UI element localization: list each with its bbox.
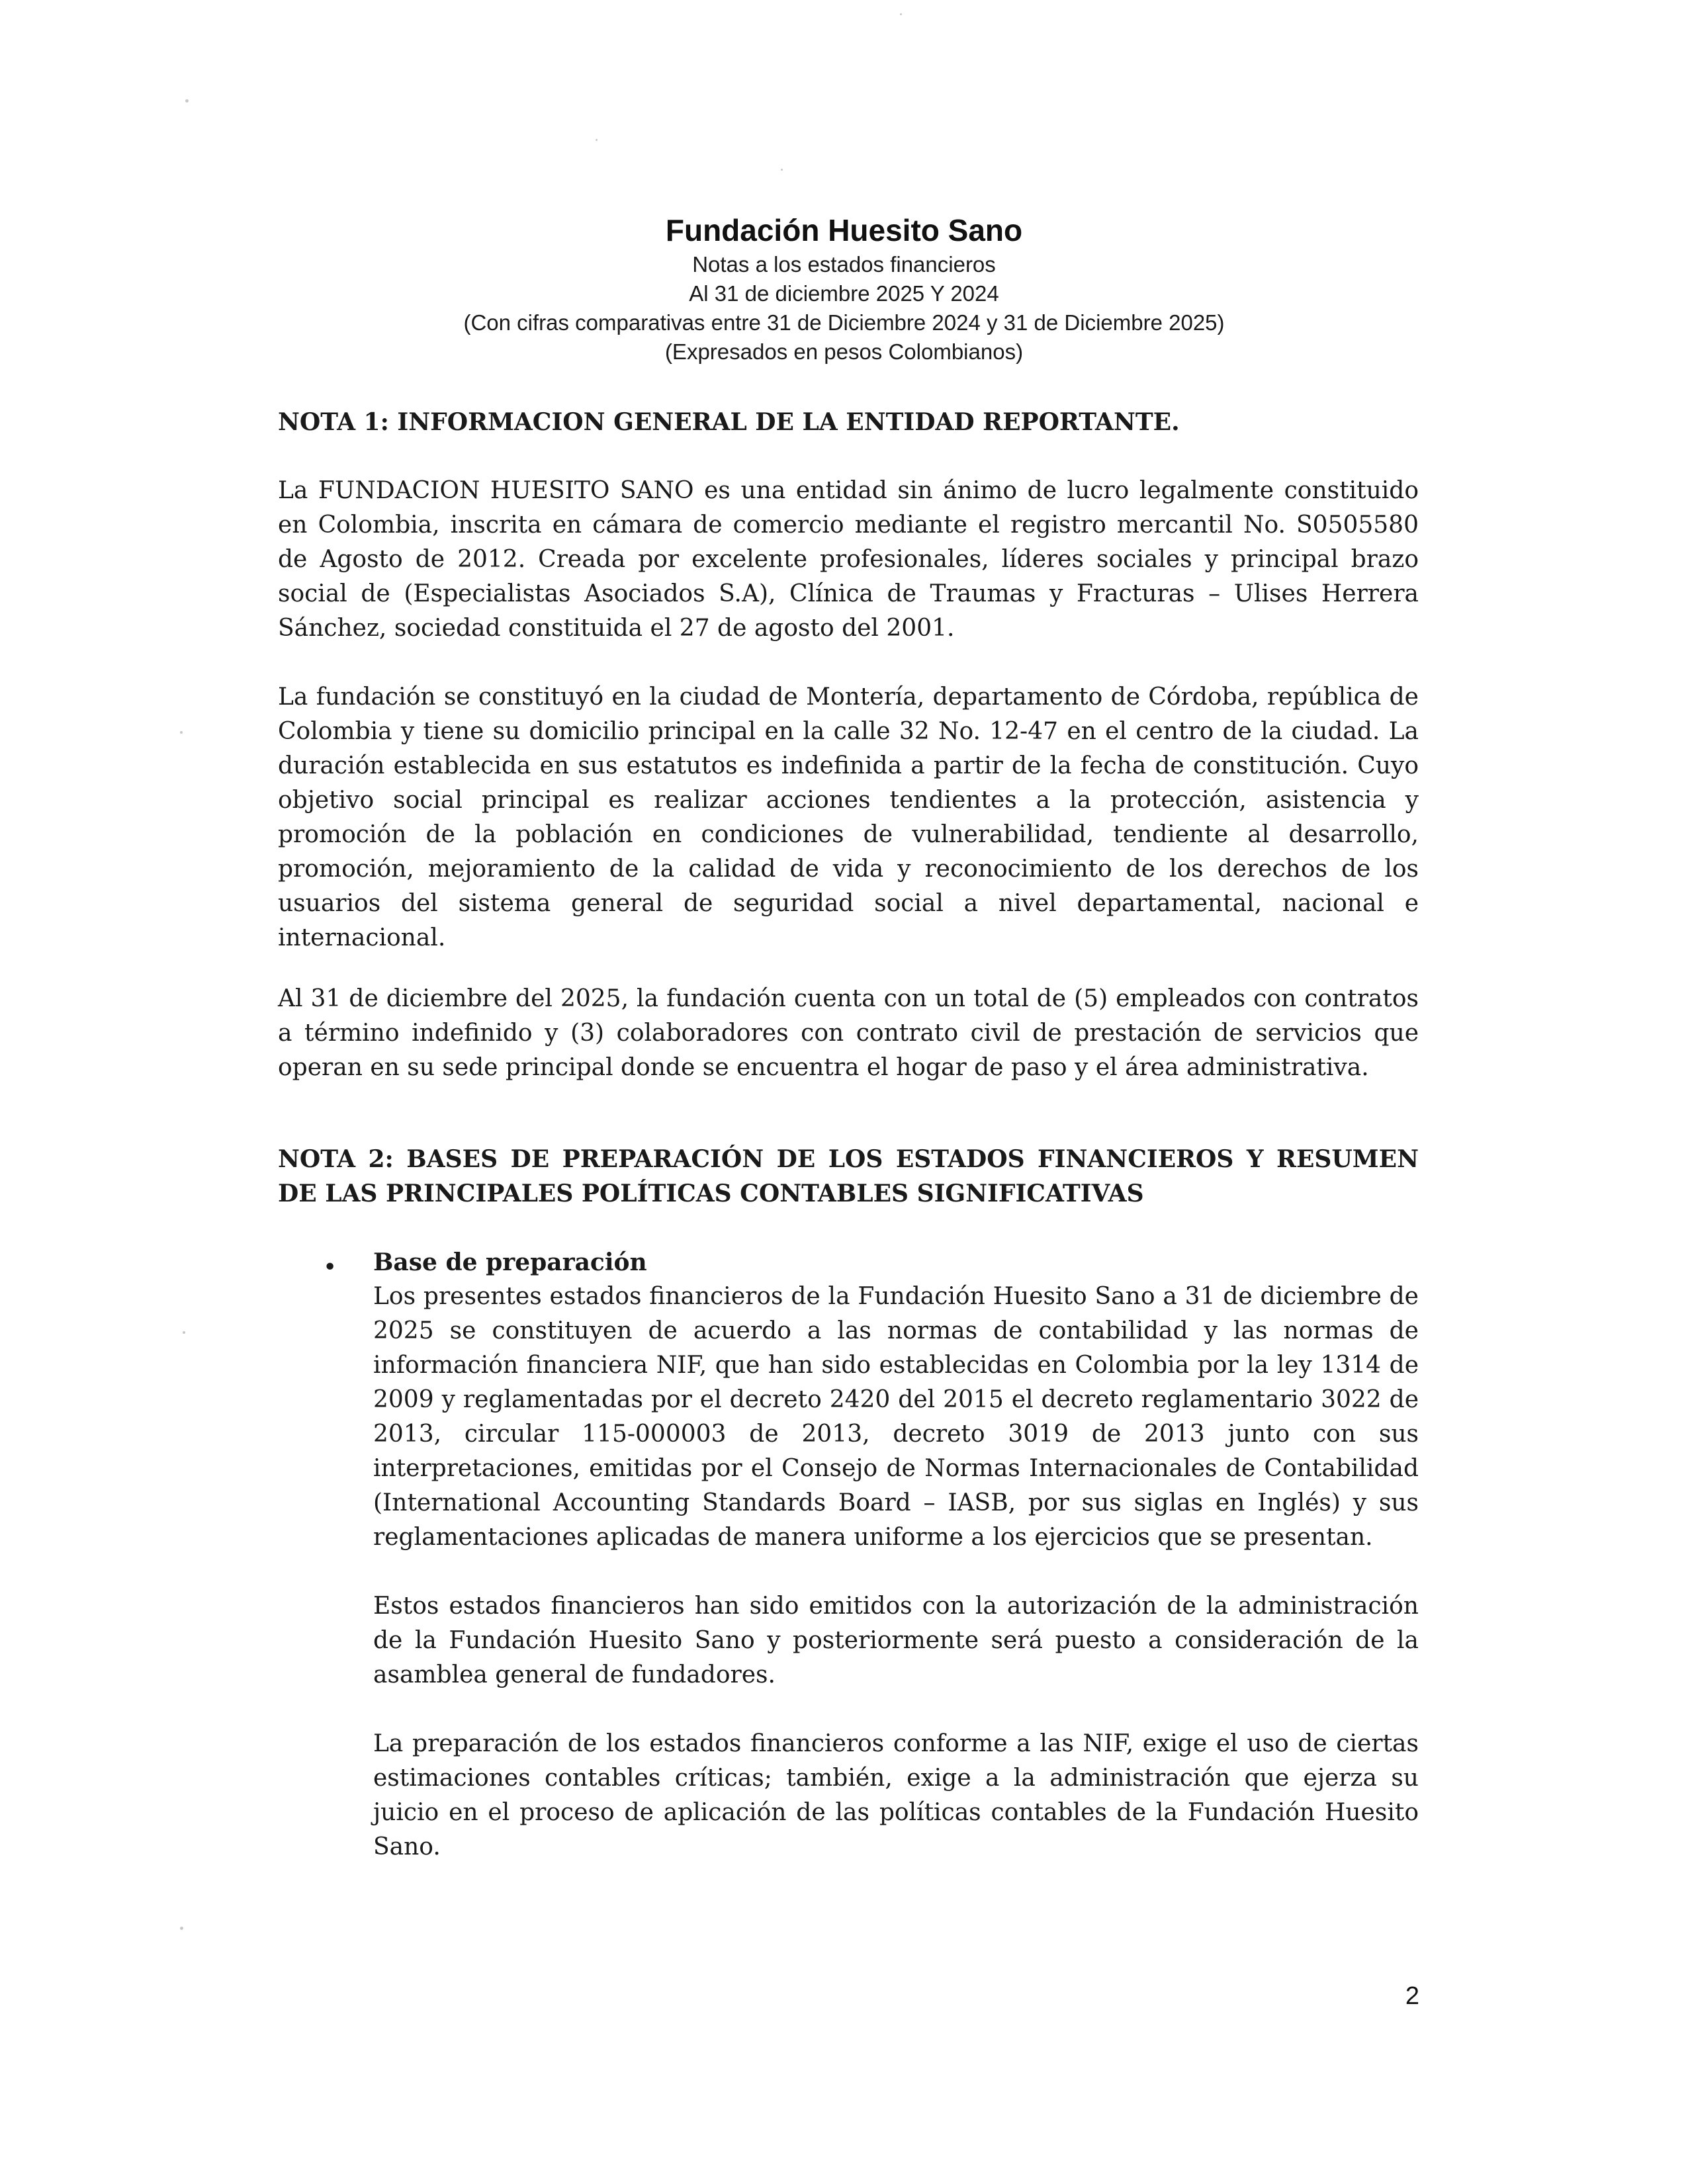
bullet-icon: • bbox=[323, 1254, 337, 1281]
bullet-section-base-preparacion bbox=[278, 1245, 1419, 1864]
nota1-heading: NOTA 1: INFORMACION GENERAL DE LA ENTIDAD REPORTANTE. bbox=[278, 408, 1180, 436]
document-body bbox=[278, 405, 1419, 1864]
nota1-paragraph-1: La FUNDACION HUESITO SANO es una entidad sin ánimo de lucro legalmente constituido en Colombia, inscrita en cámara de comercio mediante el registro mercantil No. S0505580 de Agosto de 2012. Creada por excelente profesionales, líderes sociales y principal brazo social de (Especialistas Asociados S.A), Clínica de Traumas y Fracturas – Ulises Herrera Sánchez, sociedad constituida el 27 de agosto del 2001. bbox=[278, 477, 1419, 642]
scan-speck bbox=[596, 139, 598, 141]
header-subtitle-date: Al 31 de diciembre 2025 Y 2024 bbox=[689, 281, 999, 306]
scan-speck bbox=[183, 1331, 185, 1334]
document-header bbox=[0, 210, 1688, 367]
scan-speck bbox=[900, 13, 902, 15]
nota1-paragraph-2: La fundación se constituyó en la ciudad de Montería, departamento de Córdoba, república de Colombia y tiene su domicilio principal en la calle 32 No. 12-47 en el centro de la ciudad. La duración establecida en sus estatutos es indefinida a partir de la fecha de constitución. Cuyo objetivo social principal es realizar acciones tendientes a la protección, asistencia y promoción de la población en condiciones de vulnerabilidad, tendiente al desarrollo, promoción, mejoramiento de la calidad de vida y reconocimiento de los derechos de los usuarios del sistema general de seguridad social a nivel departamental, nacional e internacional. bbox=[278, 683, 1419, 951]
nota2-paragraph-2: Estos estados financieros han sido emitidos con la autorización de la administración de la Fundación Huesito Sano y posteriormente será puesto a consideración de la asamblea general de fundadores. bbox=[373, 1593, 1419, 1688]
organization-title: Fundación Huesito Sano bbox=[665, 213, 1023, 247]
nota2-heading: NOTA 2: BASES DE PREPARACIÓN DE LOS ESTADOS FINANCIEROS Y RESUMEN DE LAS PRINCIPALES POLÍTICAS CONTABLES SIGNIFICATIVAS bbox=[278, 1145, 1419, 1207]
nota2-paragraph-3: La preparación de los estados financieros conforme a las NIF, exige el uso de ciertas estimaciones contables críticas; también, exige a la administración que ejerza su juicio en el proceso de aplicación de las políticas contables de la Fundación Huesito Sano. bbox=[373, 1730, 1419, 1860]
page-number: 2 bbox=[1405, 1982, 1419, 2010]
nota1-paragraph-3: Al 31 de diciembre del 2025, la fundación cuenta con un total de (5) empleados con contratos a término indefinido y (3) colaboradores con contrato civil de prestación de servicios que operan en su sede principal donde se encuentra el hogar de paso y el área administrativa. bbox=[278, 985, 1419, 1081]
header-subtitle-notes: Notas a los estados financieros bbox=[692, 252, 996, 277]
scan-speck bbox=[185, 99, 189, 103]
header-subtitle-currency: (Expresados en pesos Colombianos) bbox=[664, 339, 1024, 364]
scan-speck bbox=[180, 731, 183, 734]
header-subtitle-comparative: (Con cifras comparativas entre 31 de Diciembre 2024 y 31 de Diciembre 2025) bbox=[463, 310, 1225, 335]
bullet-title: Base de preparación bbox=[373, 1248, 647, 1276]
nota2-paragraph-1: Los presentes estados financieros de la Fundación Huesito Sano a 31 de diciembre de 2025 se constituyen de acuerdo a las normas de contabilidad y las normas de información financiera NIF, que han sido establecidas en Colombia por la ley 1314 de 2009 y reglamentadas por el decreto 2420 del 2015 el decreto reglamentario 3022 de 2013, circular 115-000003 de 2013, decreto 3019 de 2013 junto con sus interpretaciones, emitidas por el Consejo de Normas Internacionales de Contabilidad (International Accounting Standards Board – IASB, por sus siglas en Inglés) y sus reglamentaciones aplicadas de manera uniforme a los ejercicios que se presentan. bbox=[373, 1283, 1419, 1551]
scan-speck bbox=[781, 169, 783, 171]
scan-speck bbox=[180, 1927, 183, 1930]
